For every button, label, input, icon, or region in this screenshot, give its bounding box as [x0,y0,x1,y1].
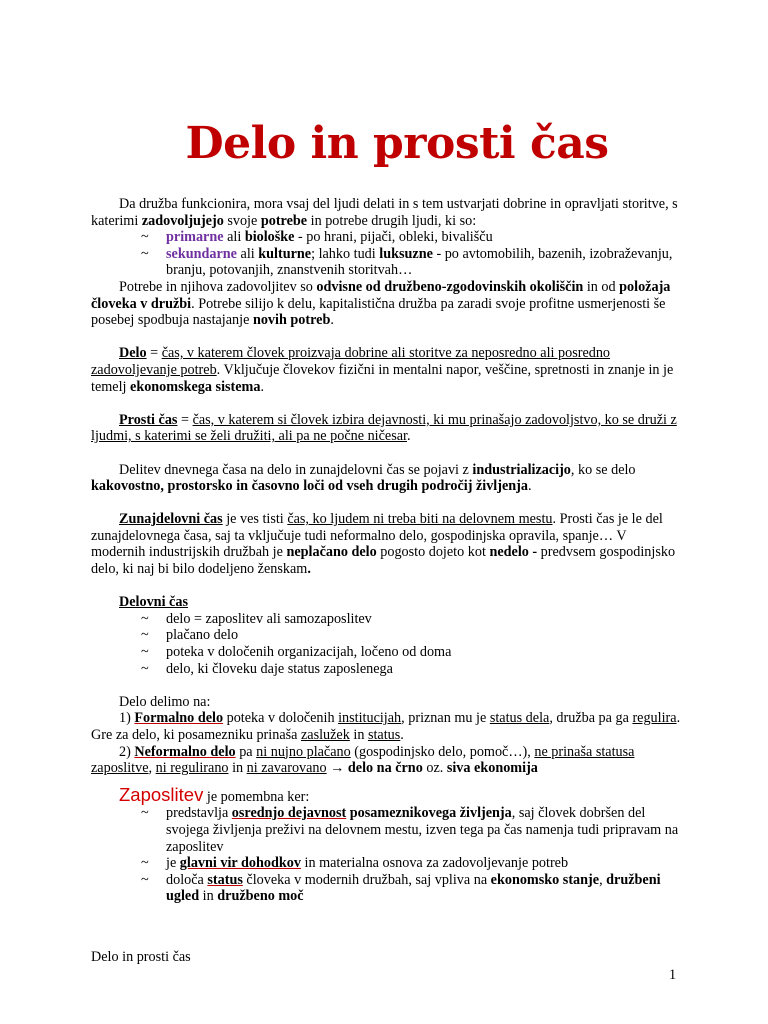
text: , ko se delo [570,461,636,478]
text: oz. [422,760,447,777]
text: . Potrebe silijo k delu, kapitalistična družba pa zaradi svoje profitne usmerjenosti še posebej spodbuja nastajanje [91,295,666,329]
text: in [228,760,247,777]
text: človeka v modernih družbah, saj vpliva na [242,871,491,888]
spacer [91,578,683,595]
text: Delitev dnevnega časa na delo in zunajdelovni čas se pojavi z [119,461,473,478]
term-zaposlitev: Zaposlitev [119,783,204,805]
text: (gospodinjsko delo, pomoč…), [350,743,535,760]
text: pa [235,743,257,760]
underlined-text: zaslužek [300,727,350,743]
bold-text: družbeno moč [217,888,304,905]
right-arrow-icon: → [326,760,348,777]
underlined-bold-text: glavni vir dohodkov [179,855,301,872]
bold-text: kakovostno, prostorsko in časovno loči od vseh drugih področij življenja [91,478,528,495]
list-item-zaposlitev-1 [91,805,683,855]
underlined-text: ni nujno plačano [256,743,351,760]
tilde-bullet-icon: ~ [141,660,149,677]
term-zunajdelovni-cas: Zunajdelovni čas [119,511,223,528]
bold-text: biološke [244,229,295,246]
term-prosti-cas: Prosti čas [119,411,178,428]
spacer [91,395,683,412]
page-number: 1 [669,967,677,983]
needs-paragraph [91,279,683,329]
text: in materialna osnova za zadovoljevanje potreb [300,855,569,872]
list-item [91,661,683,678]
text: je [166,855,180,872]
prosti-cas-definition [91,412,683,445]
text: . [400,727,404,743]
underlined-text: čas, v katerem si človek izbira dejavnosti, ki mu prinašajo zadovoljstvo, ko se druži z ljudmi, s katerimi se želi družiti, ali pa ne počne ničesar [91,411,677,445]
text: je ves tisti [222,511,288,528]
bold-text: družbeni ugled [166,871,661,905]
tilde-bullet-icon: ~ [141,610,149,627]
text: , [599,871,607,888]
text: , [148,760,156,777]
tilde-bullet-icon: ~ [141,229,149,246]
text: predvsem gospodinjsko delo, ki naj bi bilo dodeljeno ženskam [91,544,676,578]
intro-paragraph [91,196,683,229]
term-secondary: sekundarne [166,245,237,262]
underlined-text: čas, ko ljudem ni treba biti na delovnem mestu [287,511,553,528]
text: , saj človek dobršen del svojega življenja preživi na delovnem mestu, izven tega pa čas namenja tudi pripravam na zaposlitev [166,805,679,855]
term-formalno-delo: Formalno delo [134,710,224,727]
text: = [146,345,162,362]
delo-definition [91,345,683,395]
text: in [349,727,368,743]
bold-text: neplačano delo [286,544,377,561]
underlined-bold-text: status [207,871,243,888]
text: 1) [119,710,135,727]
bold-text: posameznikovega življenja [349,805,512,822]
spacer [91,445,683,462]
underlined-text: regulira [632,710,677,727]
text: določa [166,871,208,888]
text: - po hrani, pijači, obleki, bivališču [294,229,493,246]
underlined-text: čas, v katerem človek proizvaja dobrine ali storitve za neposredno ali posredno zadovoljevanje potreb [91,345,611,378]
text: - po avtomobilih, bazenih, izobraževanju, branju, potovanjih, znanstvenih storitvah… [166,245,673,279]
text: Da družba funkcionira, mora vsaj del ljudi delati in s tem ustvarjati dobrine in opravljati storitve, s katerimi [91,196,678,229]
formalno-delo-paragraph [91,710,683,743]
bold-text: luksuzne [379,245,433,262]
list-item [91,611,683,628]
list-item [91,644,683,661]
list-item-zaposlitev-2 [91,855,683,872]
tilde-bullet-icon: ~ [141,627,149,644]
zunajdelovni-paragraph [91,511,683,577]
zaposlitev-heading [91,783,683,806]
bold-text: odvisne od družbeno-zgodovinskih okoliščin [316,278,584,295]
delitev-paragraph [91,462,683,495]
delo-delimo-intro: Delo delimo na: [119,693,211,710]
text: . [330,312,334,329]
text: . [406,428,411,445]
bold-text: novih potreb [252,312,331,329]
list-item-text: plačano delo [166,627,239,644]
tilde-bullet-icon: ~ [141,644,149,661]
text: poteka v določenih [223,710,339,727]
tilde-bullet-icon: ~ [141,855,149,872]
text: svoje [223,212,261,229]
text: , priznan mu je [401,710,490,727]
heading-delovni-cas: Delovni čas [119,594,188,611]
bold-text: kulturne [258,245,312,262]
bold-text: industrializacijo [472,461,571,478]
underlined-text: status [367,727,401,743]
list-item-needs-secondary [91,246,683,279]
text: Potrebe in njihova zadovoljitev so [119,278,317,295]
underlined-text: status dela [489,710,550,727]
underlined-bold-text: osrednjo dejavnost [231,805,347,822]
bold-text: delo na črno [347,760,423,777]
underlined-text: ni regulirano [155,760,229,777]
term-primary: primarne [166,229,224,246]
text: ; lahko tudi [311,245,380,262]
tilde-bullet-icon: ~ [141,805,149,822]
text: 2) [119,743,135,760]
text: ali [236,245,259,262]
text: in potrebe drugih ljudi, ki so: [307,212,477,229]
bold-text: ekonomskega sistema [130,378,261,395]
underlined-text: ne prinaša statusa zaposlitve [91,743,635,777]
text: = [177,411,193,428]
list-item [91,627,683,644]
underlined-text: institucijah [338,710,402,727]
bold-text: položaja človeka v družbi [91,278,671,312]
text: je pomembna ker: [203,788,310,805]
tilde-bullet-icon: ~ [141,871,149,888]
text: . [527,478,532,495]
list-item-text: delo, ki človeku daje status zaposlenega [166,660,393,677]
list-item-text: poteka v določenih organizacijah, ločeno od doma [166,644,452,661]
text: ali [223,229,245,246]
text: in [199,888,218,905]
list-item-text: delo = zaposlitev ali samozaposlitev [166,610,372,627]
spacer [91,329,683,346]
spacer [91,677,683,694]
bold-text: zadovoljujejo [141,212,224,229]
text: . Prosti čas je le del zunajdelovnega časa, saj ta vključuje tudi neformalno delo, gospodinjska opravila, spanje… V modernih industrijskih družbah je [91,511,663,561]
document-title: Delo in prosti čas [185,118,609,169]
list-item-needs-primary [91,229,683,246]
text: pogosto dojeto kot [376,544,490,561]
neformalno-delo-paragraph [91,744,683,777]
delovni-cas-heading [91,594,683,611]
term-neformalno-delo: Neformalno delo [134,743,236,760]
text: in od [583,278,620,295]
bold-text: . [307,561,311,578]
tilde-bullet-icon: ~ [141,245,149,262]
document-body [91,196,683,905]
bold-text: siva ekonomija [446,760,538,777]
bold-text: ekonomsko stanje [490,871,600,888]
spacer [91,495,683,512]
footer-title: Delo in prosti čas [91,949,191,965]
bold-text: potrebe [260,212,308,229]
text: . Gre za delo, ki posamezniku prinaša [91,710,681,743]
bold-text: nedelo - [489,544,538,561]
text: . [260,378,265,395]
text: . Vključuje človekov fizični in mentalni napor, veščine, spretnosti in znanje in je temelj [91,361,674,395]
text: , družba pa ga [549,710,633,727]
text: predstavlja [166,805,232,822]
underlined-text: ni zavarovano [246,760,327,777]
term-delo: Delo [119,345,147,362]
list-item-zaposlitev-3 [91,872,683,905]
